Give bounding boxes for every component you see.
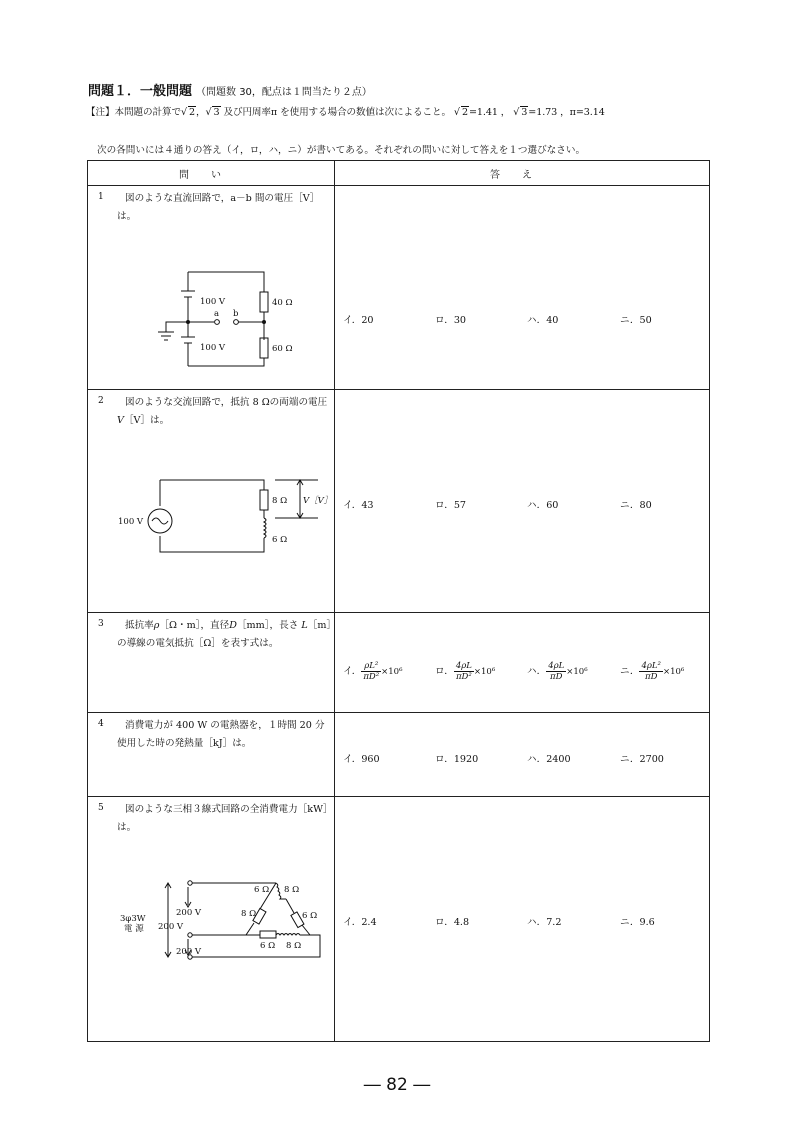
note-root3-b: 3 [521, 107, 528, 118]
option-key: ハ． [527, 666, 547, 677]
voltage-label: V［V］ [303, 496, 333, 506]
option-value: 2.4 [361, 917, 377, 928]
voltage-label-3: 200 V [176, 947, 202, 957]
option-key: ロ． [435, 917, 454, 928]
answer-option-i[interactable] [343, 497, 374, 511]
resistor-top-label: 40 Ω [272, 298, 293, 308]
answer-cell-5 [335, 797, 710, 1042]
question-cell-2 [88, 390, 335, 613]
section-title [88, 80, 372, 99]
option-value: 1920 [453, 754, 479, 765]
reactance-label-3: 8 Ω [286, 941, 302, 951]
answer-option-ni[interactable] [620, 497, 652, 511]
answer-option-ni[interactable] [620, 914, 655, 928]
answer-option-ha[interactable] [527, 751, 571, 765]
instruction-text: 次の各問いには４通りの答え（イ，ロ，ハ，ニ）が書いてある。それぞれの問いに対して答えを１つ選びなさい。 [97, 145, 586, 156]
terminal-a-label: a [214, 309, 220, 319]
question-text: 図のような直流回路で，a－b 間の電圧［V］は。 [117, 193, 320, 222]
question-column-header: 問い [88, 161, 335, 186]
option-value: 4.8 [453, 917, 470, 928]
numerator: 4ρL [455, 661, 472, 671]
resistor-label: 8 Ω [272, 496, 288, 506]
question-row-2 [88, 390, 710, 613]
question-text: 図のような三相３線式回路の全消費電力［kW］は。 [117, 804, 333, 833]
option-key: ロ． [435, 500, 454, 511]
answer-option-ha[interactable] [527, 497, 558, 511]
answer-cell-1 [335, 186, 710, 390]
option-key: ロ． [435, 666, 454, 677]
answer-option-ha[interactable] [527, 661, 588, 682]
question-number: 4 [98, 719, 104, 729]
answer-cell-3 [335, 613, 710, 713]
option-key: ハ． [527, 500, 547, 511]
answer-option-ni[interactable] [620, 312, 652, 326]
option-key: ニ． [620, 500, 640, 511]
multiplier: ×10⁶ [381, 667, 403, 677]
numerator: ρL² [361, 661, 381, 672]
option-key: イ． [343, 754, 362, 765]
option-key: イ． [343, 917, 362, 928]
question-number: 2 [98, 396, 104, 406]
note-root3: 3 [213, 107, 220, 118]
source-label-line2: 電 源 [124, 924, 144, 934]
option-value: 50 [639, 315, 652, 326]
note-prefix: 【注】本問題の計算で [86, 107, 181, 118]
question-variable: L [301, 620, 308, 631]
option-key: イ． [343, 666, 362, 677]
option-value: 960 [361, 754, 380, 765]
multiplier: ×10⁶ [662, 667, 685, 677]
answer-option-ha[interactable] [527, 914, 561, 928]
question-number: 5 [98, 803, 104, 813]
option-value: 43 [361, 500, 374, 511]
fraction [546, 661, 566, 682]
terminal-b-label: b [233, 309, 239, 319]
option-key: ハ． [527, 917, 547, 928]
question-variable: ρ [153, 620, 160, 631]
question-row-1 [88, 186, 710, 390]
page-number: ― 82 ― [363, 1075, 431, 1095]
option-value: 80 [639, 500, 652, 511]
fraction [361, 661, 381, 682]
resistor-bottom-label: 60 Ω [272, 344, 293, 354]
option-value: 57 [453, 500, 467, 511]
option-key: ロ． [435, 315, 454, 326]
question-text-part: 抵抗率 [125, 620, 154, 631]
answer-option-ni[interactable] [620, 661, 684, 682]
numerator: 4ρL² [641, 661, 661, 671]
denominator: πD [550, 672, 563, 682]
option-key: イ． [343, 315, 362, 326]
option-value: 2700 [639, 754, 664, 765]
note-root2: 2 [188, 107, 195, 118]
numerator: 4ρL [548, 661, 565, 671]
option-key: ニ． [620, 917, 640, 928]
answer-option-ro[interactable] [435, 497, 466, 511]
answer-cell-4 [335, 713, 710, 797]
answer-cell-2 [335, 390, 710, 613]
source-top-label: 100 V [200, 297, 226, 307]
option-key: ハ． [527, 315, 547, 326]
question-row-4 [88, 713, 710, 797]
answer-option-ro[interactable] [435, 312, 466, 326]
title-text: 問題１．一般問題 [88, 84, 193, 99]
question-text-part: ［mm］，長さ [236, 620, 302, 631]
option-value: 7.2 [546, 917, 562, 928]
title-note: （問題数 30，配点は１問当たり２点） [196, 87, 372, 98]
denominator: πD [645, 672, 658, 682]
ac-circuit-diagram [88, 460, 334, 570]
question-row-5 [88, 797, 710, 1042]
question-variable: V [117, 415, 124, 426]
answer-option-i[interactable] [343, 914, 377, 928]
fraction [639, 661, 662, 682]
question-text [117, 617, 333, 653]
question-text-part: 図のような交流回路で，抵抗 8 Ωの両端の電圧 [125, 397, 328, 408]
resistance-label-2: 6 Ω [302, 911, 318, 921]
answer-option-ro[interactable] [435, 661, 495, 682]
question-row-3 [88, 613, 710, 713]
answer-option-i[interactable] [343, 751, 380, 765]
resistance-label-1: 6 Ω [254, 885, 270, 895]
option-value: 30 [453, 315, 467, 326]
question-text-part: ［m］の導線の電気抵抗［Ω］を表す式は。 [117, 620, 332, 649]
option-value: 60 [546, 500, 559, 511]
option-value: 20 [361, 315, 374, 326]
note-middle: 及び円周率π を使用する場合の数値は次によること。 [223, 107, 451, 118]
reactance-label: 6 Ω [272, 535, 288, 545]
source-bottom-label: 100 V [200, 343, 226, 353]
denominator: πD² [363, 672, 380, 682]
option-key: ニ． [620, 666, 640, 677]
question-cell-4 [88, 713, 335, 797]
dc-circuit-diagram [88, 246, 334, 376]
question-table [87, 160, 710, 1042]
answer-option-ro[interactable] [435, 914, 469, 928]
answer-option-i[interactable] [343, 661, 403, 682]
question-cell-5 [88, 797, 335, 1042]
three-phase-circuit-diagram [88, 869, 334, 979]
option-key: ハ． [527, 754, 547, 765]
option-value: 40 [546, 315, 559, 326]
answer-option-i[interactable] [343, 312, 374, 326]
note-value3: =1.73 ，π=3.14 [528, 107, 605, 118]
option-key: イ． [343, 500, 362, 511]
denominator: πD² [455, 672, 472, 682]
note-separator: ， [195, 107, 206, 118]
table-header-row [88, 161, 710, 186]
question-cell-1 [88, 186, 335, 390]
question-number: 1 [98, 192, 104, 202]
question-text-part: ［V］は。 [123, 415, 170, 426]
voltage-label-2: 200 V [158, 922, 184, 932]
ac-source-label: 100 V [118, 517, 144, 527]
note-root2-b: 2 [461, 107, 468, 118]
resistance-label-3: 6 Ω [260, 941, 276, 951]
option-key: ニ． [620, 315, 640, 326]
voltage-label-1: 200 V [176, 908, 202, 918]
question-text-part: ［Ω・m］，直径 [159, 620, 230, 631]
option-key: ロ． [435, 754, 454, 765]
question-text [117, 394, 333, 430]
question-variable: D [229, 620, 237, 631]
reactance-label-1: 8 Ω [284, 885, 300, 895]
multiplier: ×10⁶ [566, 667, 588, 677]
answer-option-ni[interactable] [620, 751, 664, 765]
question-cell-3 [88, 613, 335, 713]
question-text: 消費電力が 400 W の電熱器を，１時間 20 分使用した時の発熱量［kJ］は。 [117, 720, 325, 749]
answer-option-ro[interactable] [435, 751, 478, 765]
reactance-label-2: 8 Ω [241, 909, 257, 919]
fraction [454, 661, 474, 682]
answer-column-header: 答え [335, 161, 710, 186]
question-number: 3 [98, 619, 104, 629]
calculation-note: 【注】本問題の計算で√ 2，√ 3 及び円周率π を使用する場合の数値は次によること。 √ 2=1.41 ， √ 3=1.73 ，π=3.14 [86, 107, 605, 118]
note-value2: =1.41 ， [468, 107, 511, 118]
option-value: 9.6 [639, 917, 655, 928]
answer-option-ha[interactable] [527, 312, 558, 326]
option-key: ニ． [620, 754, 640, 765]
option-value: 2400 [546, 754, 571, 765]
source-label-line1: 3φ3W [120, 914, 146, 924]
multiplier: ×10⁶ [473, 667, 496, 677]
